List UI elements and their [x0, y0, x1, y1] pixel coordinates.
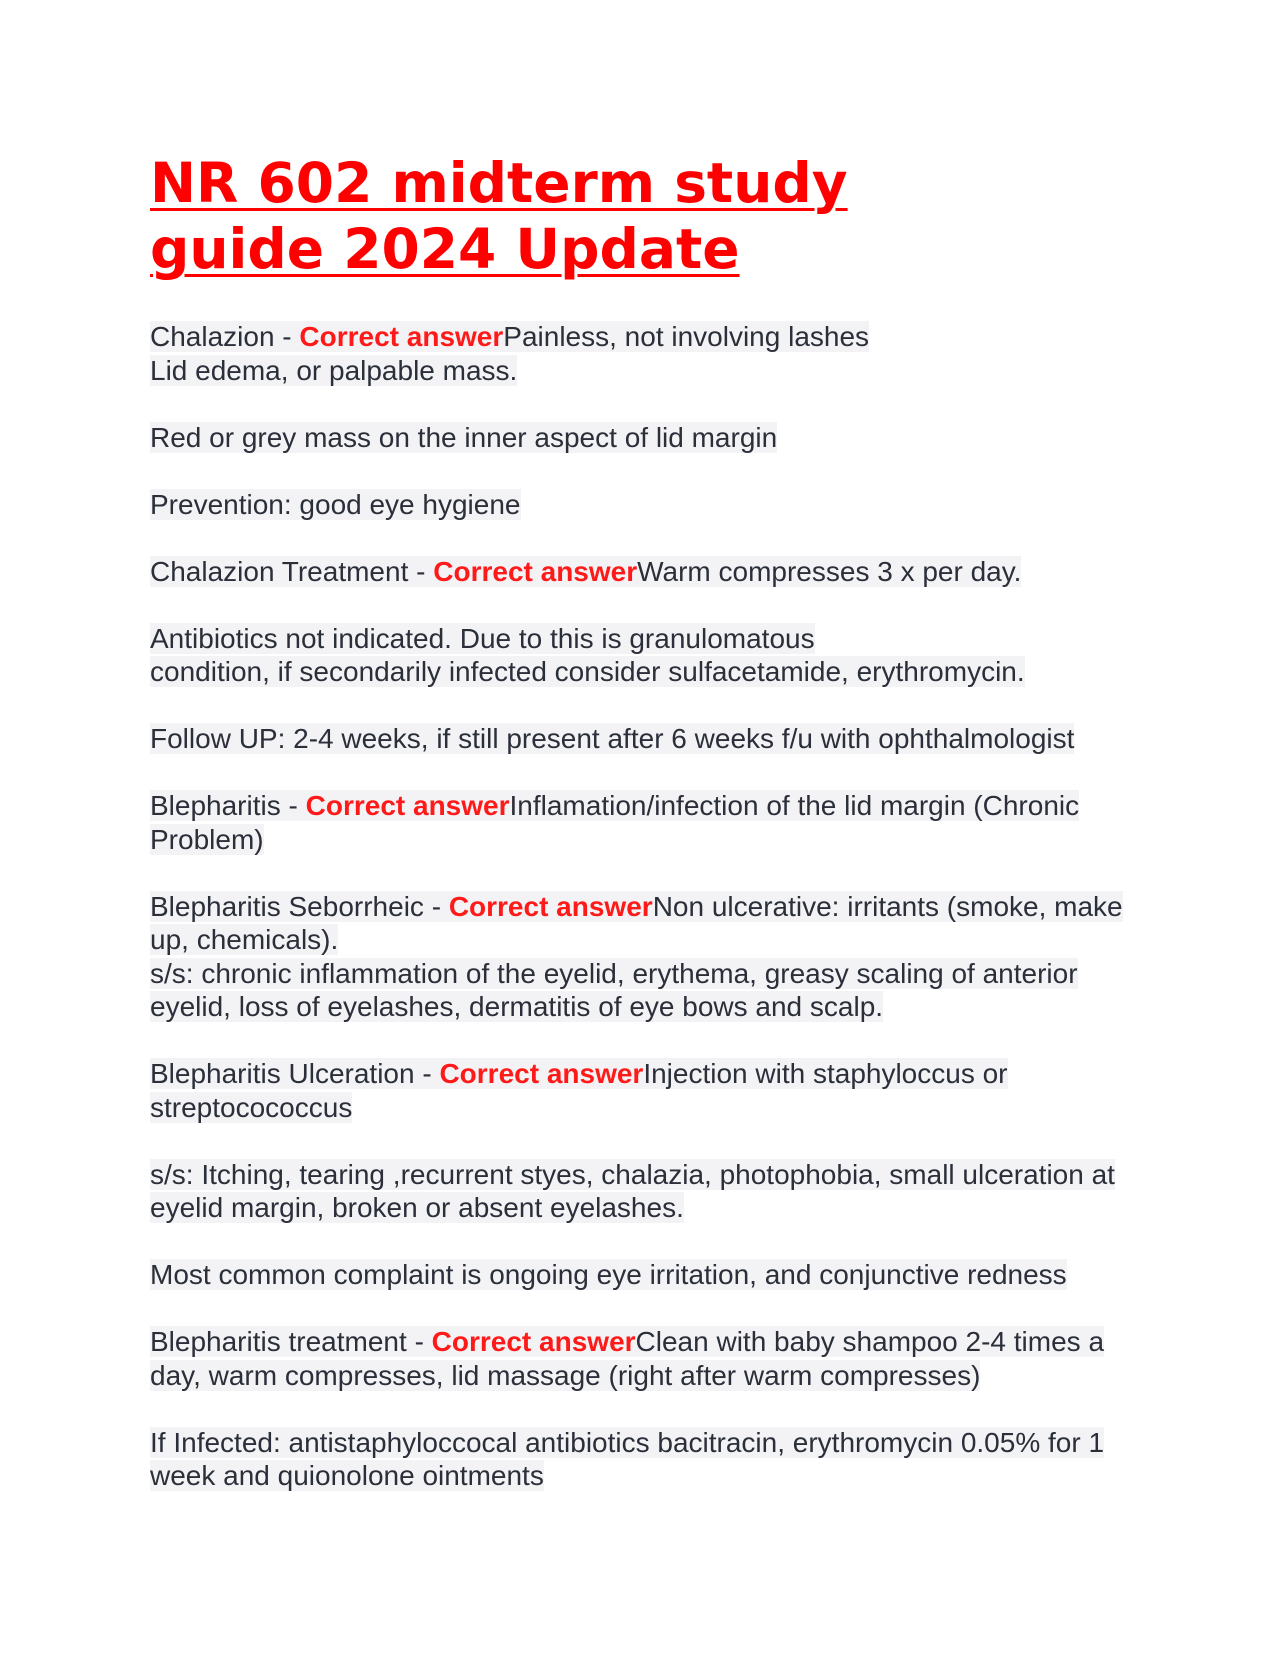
qa-chalazion — [150, 320, 1140, 387]
answer-text: Injection with staphyloccus or streptocococcus — [150, 1058, 1008, 1123]
answer-text: Inflamation/infection of the lid margin (Chronic Problem) — [150, 790, 1080, 855]
answer-text: Painless, not involving lashes — [503, 321, 870, 352]
qa-line — [150, 1058, 1008, 1123]
note-text: If Infected: antistaphyloccocal antibiotics bacitracin, erythromycin 0.05% for 1 week and quionolone ointments — [150, 1426, 1105, 1491]
correct-answer-label: Correct answer — [431, 1326, 636, 1357]
qa-line — [150, 891, 1123, 956]
note-paragraph — [150, 1426, 1140, 1493]
note-paragraph — [150, 1158, 1140, 1225]
correct-answer-label: Correct answer — [433, 555, 638, 587]
qa-chalazion-treatment — [150, 555, 1140, 589]
note-text: Red or grey mass on the inner aspect of lid margin — [150, 421, 778, 453]
note-text: s/s: Itching, tearing ,recurrent styes, chalazia, photophobia, small ulceration at eyelid margin, broken or absent eyelashes. — [150, 1158, 1115, 1223]
qa-line — [150, 556, 1021, 587]
answer-continuation: s/s: chronic inflammation of the eyelid, erythema, greasy scaling of anterior eyelid, loss of eyelashes, dermatitis of eye bows and scalp. — [150, 957, 1078, 1022]
answer-text: Non ulcerative: irritants (smoke, make up, chemicals). — [150, 890, 1123, 955]
correct-answer-label: Correct answer — [305, 790, 510, 821]
note-paragraph — [150, 421, 1140, 455]
qa-blepharitis-treatment — [150, 1325, 1140, 1392]
term-label: Chalazion - — [150, 321, 300, 352]
answer-text: Warm compresses 3 x per day. — [637, 555, 1022, 587]
note-text: Most common complaint is ongoing eye irritation, and conjunctive redness — [150, 1259, 1067, 1290]
qa-line — [150, 790, 1079, 855]
correct-answer-label: Correct answer — [439, 1058, 644, 1089]
note-text: Follow UP: 2-4 weeks, if still present after 6 weeks f/u with ophthalmologist — [150, 723, 1075, 754]
note-text: Prevention: good eye hygiene — [150, 488, 521, 520]
term-label: Blepharitis - — [150, 790, 306, 821]
note-paragraph — [150, 1258, 1140, 1292]
qa-blepharitis-ulceration — [150, 1057, 1140, 1124]
term-label: Blepharitis Seborrheic - — [150, 890, 449, 922]
note-paragraph — [150, 488, 1140, 522]
correct-answer-label: Correct answer — [448, 890, 653, 922]
qa-blepharitis — [150, 789, 1140, 856]
term-label: Chalazion Treatment - — [150, 555, 434, 587]
qa-blepharitis-seborrheic — [150, 890, 1140, 1024]
document-title: NR 602 midterm study guide 2024 Update — [150, 151, 848, 281]
term-label: Blepharitis Ulceration - — [150, 1058, 440, 1089]
answer-continuation: Lid edema, or palpable mass. — [150, 354, 518, 386]
note-text: condition, if secondarily infected consider sulfacetamide, erythromycin. — [150, 656, 1025, 687]
note-paragraph — [150, 622, 1140, 689]
note-paragraph — [150, 722, 1140, 756]
answer-text: Clean with baby shampoo 2-4 times a day, warm compresses, lid massage (right after warm compresses) — [150, 1326, 1105, 1391]
qa-line — [150, 1326, 1104, 1391]
correct-answer-label: Correct answer — [299, 321, 504, 352]
document-page — [150, 150, 1140, 1526]
term-label: Blepharitis treatment - — [150, 1326, 432, 1357]
note-text: Antibiotics not indicated. Due to this is granulomatous — [150, 622, 815, 654]
qa-line — [150, 321, 869, 352]
